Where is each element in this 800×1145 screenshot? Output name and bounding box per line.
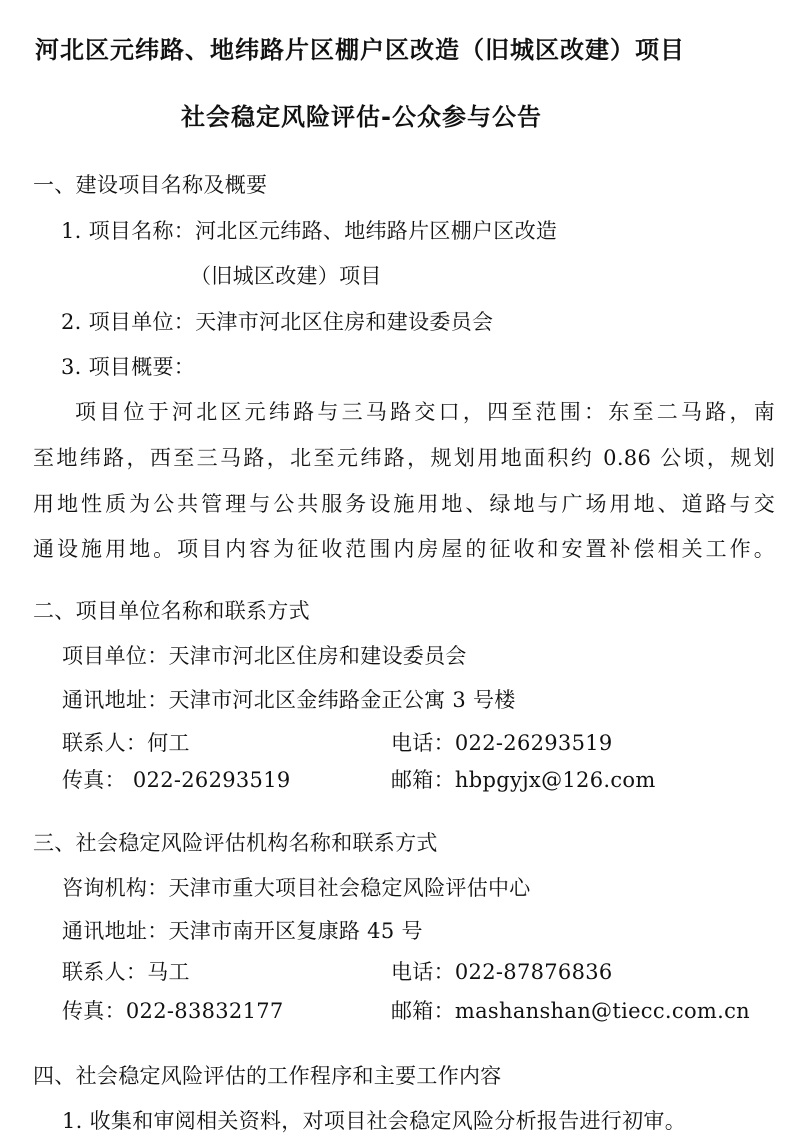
section-3-heading: 三、社会稳定风险评估机构名称和联系方式 [33, 831, 438, 855]
unit-fax: 传真： 022-26293519 [62, 768, 291, 792]
project-summary-label: 3. 项目概要： [61, 355, 196, 379]
summary-paragraph-line-3: 用地性质为公共管理与公共服务设施用地、绿地与广场用地、道路与交 [33, 492, 775, 516]
project-name-line-2: （旧城区改建）项目 [190, 264, 382, 288]
project-unit: 2. 项目单位：天津市河北区住房和建设委员会 [61, 310, 494, 334]
unit-name: 项目单位：天津市河北区住房和建设委员会 [62, 644, 467, 668]
section-1-heading: 一、建设项目名称及概要 [33, 173, 268, 197]
agency-address: 通讯地址：天津市南开区复康路 45 号 [62, 919, 423, 943]
summary-paragraph-line-4: 通设施用地。项目内容为征收范围内房屋的征收和安置补偿相关工作。 [33, 537, 775, 561]
workflow-item-1: 1. 收集和审阅相关资料，对项目社会稳定风险分析报告进行初审。 [62, 1109, 687, 1133]
doc-title-line-1: 河北区元纬路、地纬路片区棚户区改造（旧城区改建）项目 [35, 36, 685, 64]
agency-email: 邮箱：mashanshan@tiecc.com.cn [391, 999, 750, 1023]
doc-title-line-2: 社会稳定风险评估-公众参与公告 [181, 103, 542, 131]
section-2-heading: 二、项目单位名称和联系方式 [33, 599, 310, 623]
project-name-line-1: 1. 项目名称：河北区元纬路、地纬路片区棚户区改造 [61, 219, 558, 243]
agency-contact-person: 联系人：马工 [62, 960, 190, 984]
agency-name: 咨询机构：天津市重大项目社会稳定风险评估中心 [62, 876, 531, 900]
unit-phone: 电话：022-26293519 [391, 731, 613, 755]
summary-paragraph-line-2: 至地纬路，西至三马路，北至元纬路，规划用地面积约 0.86 公顷，规划 [33, 446, 775, 470]
agency-fax: 传真：022-83832177 [62, 999, 284, 1023]
unit-contact-person: 联系人：何工 [62, 731, 190, 755]
summary-paragraph-line-1: 项目位于河北区元纬路与三马路交口，四至范围：东至二马路，南 [75, 400, 775, 424]
unit-address: 通讯地址：天津市河北区金纬路金正公寓 3 号楼 [62, 688, 516, 712]
unit-email: 邮箱：hbpgyjx@126.com [391, 768, 656, 792]
agency-phone: 电话：022-87876836 [391, 960, 613, 984]
section-4-heading: 四、社会稳定风险评估的工作程序和主要工作内容 [33, 1064, 502, 1088]
